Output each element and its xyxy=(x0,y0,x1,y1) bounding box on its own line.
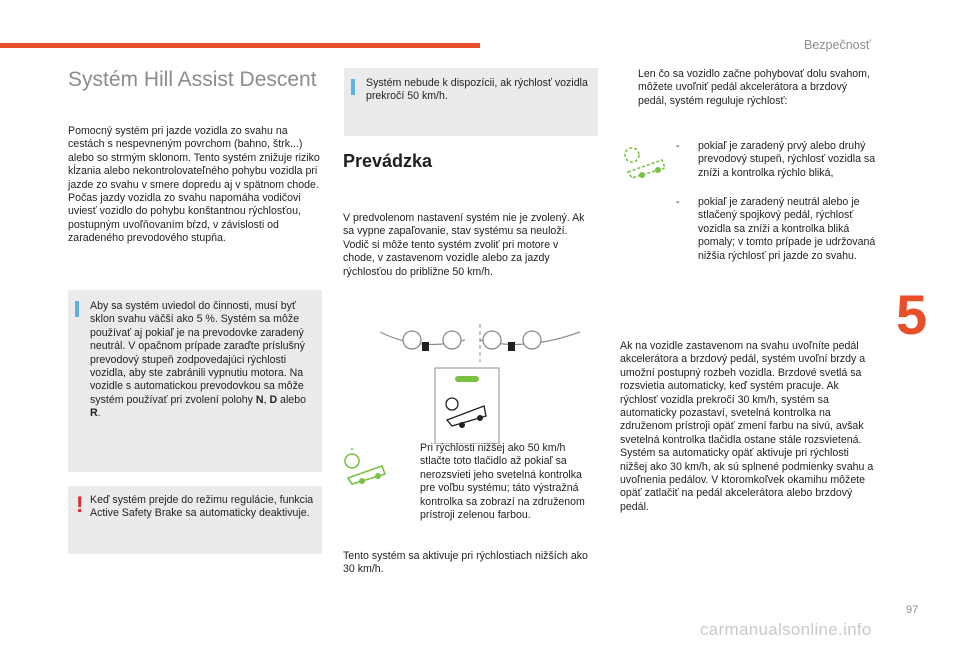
steering-console-right xyxy=(480,331,580,351)
list-item xyxy=(676,196,880,280)
release-pedals-text: Len čo sa vozidlo začne pohybovať dolu svahom, môžete uvoľniť pedál akcelerátora a brzdový pedál, systém reguluje rýchlosť: xyxy=(638,68,870,107)
hill-descent-indicator-icon xyxy=(620,140,670,180)
info-box-conditions xyxy=(68,290,322,472)
warning-box xyxy=(68,486,322,554)
info-box-speed xyxy=(344,68,598,136)
button-instruction: Pri rýchlosti nižšej ako 50 km/h stlačte toto tlačidlo až pokiaľ sa nerozsvieti jeho svetelná kontrolka pre voľbu systému; táto výstražná kontrolka sa zobrazí na združenom prístroji zelenou farbou. xyxy=(420,442,585,522)
list-dash: - xyxy=(676,196,680,208)
chapter-number: 5 xyxy=(896,283,928,346)
console-illustration xyxy=(380,322,580,444)
intro-paragraph: Pomocný systém pri jazde vozidla zo svahu na cestách s nespevneným povrchom (bahno, štrk...) alebo so strmým sklonom. Tento systém znižuje riziko kĺzania alebo nekontrolovateľného pohybu vozidla pri jazde zo svahu v smere dopredu aj v spätnom chode. Počas jazdy vozidla zo svahu napomáha vodičovi uviesť vozidlo do pohybu konštantnou rýchlosťou, postupným uvoľňovaním bŕzd, v závislosti od zaradeného prevodového stupňa. xyxy=(68,125,320,245)
list-item xyxy=(676,140,880,196)
list-item-text: pokiaľ je zaradený prvý alebo druhý prevodový stupeň, rýchlosť vozidla sa zníži a kontrolka rýchlo bliká, xyxy=(698,140,876,179)
section-heading: Prevádzka xyxy=(343,151,433,171)
page-title: Systém Hill Assist Descent xyxy=(68,68,317,91)
warning-box-text: Keď systém prejde do režimu regulácie, funkcia Active Safety Brake sa automaticky deaktivuje. xyxy=(90,494,314,520)
operation-paragraph: V predvolenom nastavení systém nie je zvolený. Ak sa vypne zapaľovanie, stav systému sa neuloží. Vodič si môže tento systém zvoliť pri motore v chode, v zastavenom vozidle alebo za jazdy rýchlosťou do približne 50 km/h. xyxy=(343,212,585,278)
info-box-conditions-text: Aby sa systém uviedol do činnosti, musí byť sklon svahu väčší ako 5 %. Systém sa môže používať aj pokiaľ je na prevodovke zaradený neutrál. V opačnom prípade zaraďte príslušný prevodový stupeň zodpovedajúci rýchlosti vozidla, aby ste zabránili vypnutiu motora. Na vozidle s automatickou prevodovkou sa môže systém používať pri zvolení polohy N, D alebo R. xyxy=(90,300,306,420)
list-dash: - xyxy=(676,140,680,152)
activation-note: Tento systém sa aktivuje pri rýchlostiach nižších ako 30 km/h. xyxy=(343,550,588,576)
info-box-speed-text: Systém nebude k dispozícii, ak rýchlosť vozidla prekročí 50 km/h. xyxy=(366,77,588,103)
steering-console-left xyxy=(380,331,465,351)
hill-descent-button[interactable] xyxy=(435,368,499,444)
section-name: Bezpečnosť xyxy=(804,38,871,52)
info-icon xyxy=(75,301,79,317)
page-number: 97 xyxy=(906,604,919,616)
watermark: carmanualsonline.info xyxy=(700,620,872,639)
warning-icon: ! xyxy=(76,492,84,517)
info-icon xyxy=(351,79,355,95)
list-item-text: pokiaľ je zaradený neutrál alebo je stlačený spojkový pedál, rýchlosť vozidla sa zníži a kontrolka bliká pomaly; v tomto prípade je udržovaná nižšia rýchlosť pri jazde zo svahu. xyxy=(698,196,876,262)
hill-descent-indicator-icon xyxy=(340,446,390,486)
stop-on-slope-paragraph: Ak na vozidle zastavenom na svahu uvoľníte pedál akcelerátora a brzdový pedál, systém uvoľní brzdy a umožní postupný rozbeh vozidla. Brzdové svetlá sa rozsvietia automaticky, keď systém pracuje. Ak rýchlosť vozidla prekročí 30 km/h, systém sa automaticky pozastaví, svetelná kontrolka na združenom prístroji opäť zmení farbu na sivú, avšak svetelná kontrolka tlačidla ostane stále rozsvietená. Systém sa automaticky opäť aktivuje pri rýchlosti nižšej ako 30 km/h, ak sú splnené podmienky svahu a uvoľnenia pedálov. V ktoromkoľvek okamihu môžete opäť zatlačiť na pedál akcelerátora alebo brzdový pedál. xyxy=(620,340,874,513)
header-accent-bar xyxy=(0,43,480,48)
